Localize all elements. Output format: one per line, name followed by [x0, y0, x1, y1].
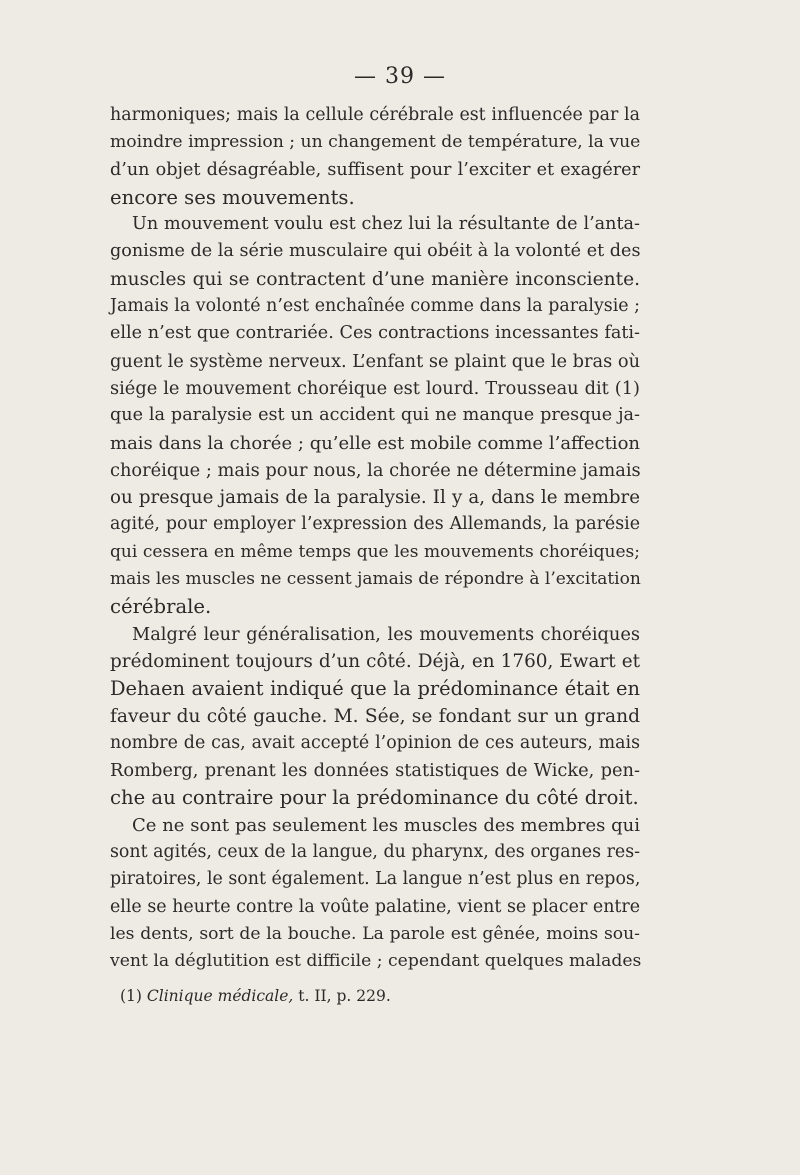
text-line: que la paralysie est un accident qui ne manque presque ja- — [110, 405, 640, 426]
text-line: elle n’est que contrariée. Ces contractions incessantes fati- — [110, 323, 640, 344]
page-number: — 39 — — [354, 64, 446, 89]
text-line: muscles qui se contractent d’une manière inconsciente. — [110, 268, 640, 290]
text-line: Un mouvement voulu est chez lui la résultante de l’anta- — [132, 214, 640, 235]
text-line: les dents, sort de la bouche. La parole est gênée, moins sou- — [110, 923, 640, 944]
text-line: mais dans la chorée ; qu’elle est mobile comme l’affection — [110, 432, 640, 454]
text-line: d’un objet désagréable, suffisent pour l’exciter et exagérer — [110, 159, 640, 180]
text-line: ou presque jamais de la paralysie. Il y a, dans le membre — [110, 487, 640, 509]
text-line: gonisme de la série musculaire qui obéit à la volonté et des — [110, 241, 641, 262]
text-line: faveur du côté gauche. M. Sée, se fondant sur un grand — [110, 705, 640, 727]
text-line: siége le mouvement choréique est lourd. Trousseau dit (1) — [110, 377, 640, 399]
text-line: sont agités, ceux de la langue, du pharynx, des organes res- — [110, 842, 640, 863]
text-line: prédominent toujours d’un côté. Déjà, en 1760, Ewart et — [110, 650, 640, 672]
text-line: agité, pour employer l’expression des Allemands, la parésie — [110, 514, 640, 535]
text-line: encore ses mouvements. — [110, 185, 355, 209]
text-line: Dehaen avaient indiqué que la prédominance était en — [110, 677, 640, 701]
body-text — [110, 102, 640, 976]
footnote-marker: (1) — [120, 987, 142, 1005]
text-line: elle se heurte contre la voûte palatine, vient se placer entre — [110, 896, 640, 917]
text-line: harmoniques; mais la cellule cérébrale est influencée par la — [110, 105, 640, 125]
footnote-reference: t. II, p. 229. — [298, 987, 391, 1005]
text-line: choréique ; mais pour nous, la chorée ne détermine jamais — [110, 459, 641, 481]
text-line: Ce ne sont pas seulement les muscles des membres qui — [132, 814, 640, 836]
footnote — [120, 987, 391, 1005]
text-line: Jamais la volonté n’est enchaînée comme dans la paralysie ; — [110, 296, 640, 317]
text-line: guent le système nerveux. L’enfant se plaint que le bras où — [110, 350, 641, 372]
text-line: cérébrale. — [110, 595, 212, 619]
footnote-title: Clinique médicale, — [146, 987, 294, 1005]
text-line: vent la déglutition est difficile ; cependant quelques malades — [110, 951, 642, 972]
text-line: moindre impression ; un changement de température, la vue — [110, 132, 641, 153]
text-line: qui cessera en même temps que les mouvements choréiques; — [110, 541, 640, 562]
text-line: Malgré leur généralisation, les mouvements choréiques — [132, 623, 640, 645]
text-line: Romberg, prenant les données statistiques de Wicke, pen- — [110, 760, 640, 782]
text-line: nombre de cas, avait accepté l’opinion de ces auteurs, mais — [110, 732, 640, 753]
text-line: mais les muscles ne cessent jamais de répondre à l’excitation — [110, 569, 641, 590]
text-line: che au contraire pour la prédominance du côté droit. — [110, 786, 639, 810]
text-line: piratoires, le sont également. La langue n’est plus en repos, — [110, 869, 641, 890]
